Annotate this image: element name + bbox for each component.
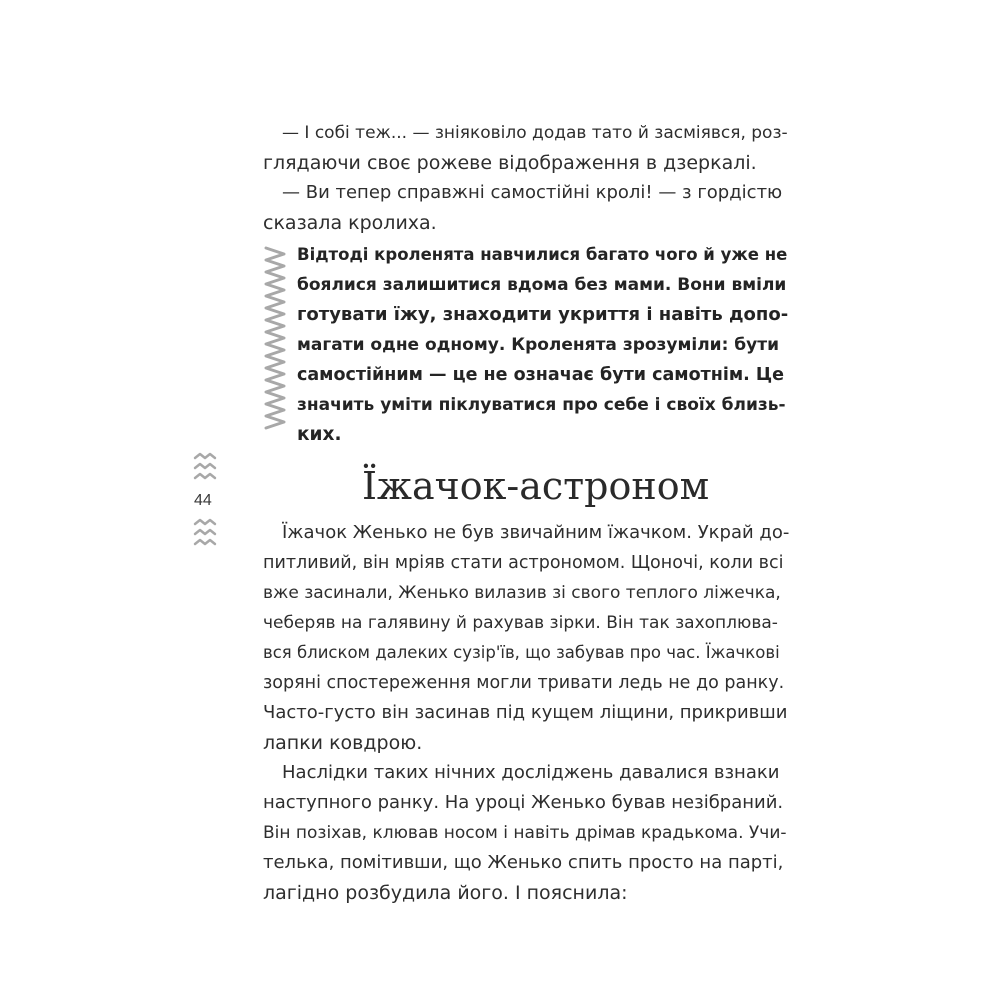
story-line: Наслідки таких нічних досліджень давалися взнаки: [282, 762, 780, 783]
story-line: зоряні спостереження могли тривати ледь не до ранку.: [263, 673, 785, 693]
summary-line: боялися залишитися вдома без мами. Вони вміли: [297, 275, 787, 295]
zigzag-ornament: [192, 518, 218, 550]
story-line: вже засинали, Женько вилазив зі свого теплого ліжечка,: [263, 583, 781, 603]
dialogue-line: сказала кролиха.: [263, 212, 437, 234]
summary-line: готувати їжу, знаходити укриття і навіть допо-: [297, 304, 789, 325]
story-line: Часто-густо він засинав під кущем ліщини, прикривши: [263, 702, 788, 723]
dialogue-line: — І собі теж... — зніяковіло додав тато й засміявся, роз-: [282, 123, 788, 143]
story-line: телька, помітивши, що Женько спить просто на парті,: [263, 852, 784, 873]
summary-line: значить уміти піклуватися про себе і своїх близь-: [297, 395, 786, 415]
story-line: лагідно розбудила його. І пояснила:: [263, 882, 628, 904]
story-line: Їжачок Женько не був звичайним їжачком. Украй до-: [282, 522, 790, 543]
dialogue-line: глядаючи своє рожеве відображення в дзеркалі.: [263, 152, 757, 174]
summary-line: ких.: [297, 424, 342, 445]
zigzag-ornament: [192, 452, 218, 484]
summary-line: самостійним — це не означає бути самотнім. Це: [297, 365, 785, 385]
story-line: чеберяв на галявину й рахував зірки. Він так захоплюва-: [263, 613, 778, 633]
page-number: 44: [194, 492, 212, 509]
story-line: вся блиском далеких сузір'їв, що забував про час. Їжачкові: [263, 643, 780, 662]
story-title: Їжачок-астроном: [362, 464, 710, 508]
story-line: наступного ранку. На уроці Женько бував незібраний.: [263, 792, 784, 813]
story-line: лапки ковдрою.: [263, 732, 423, 754]
dialogue-line: — Ви тепер справжні самостійні кролі! — з гордістю: [282, 182, 783, 203]
story-line: Він позіхав, клював носом і навіть дрімав крадькома. Учи-: [263, 823, 787, 843]
story-line: питливий, він мріяв стати астрономом. Щоночі, коли всі: [263, 553, 784, 573]
zigzag-ornament: [262, 244, 288, 434]
summary-line: магати одне одному. Кроленята зрозуміли: бути: [297, 335, 780, 355]
summary-line: Відтоді кроленята навчилися багато чого й уже не: [297, 245, 788, 264]
